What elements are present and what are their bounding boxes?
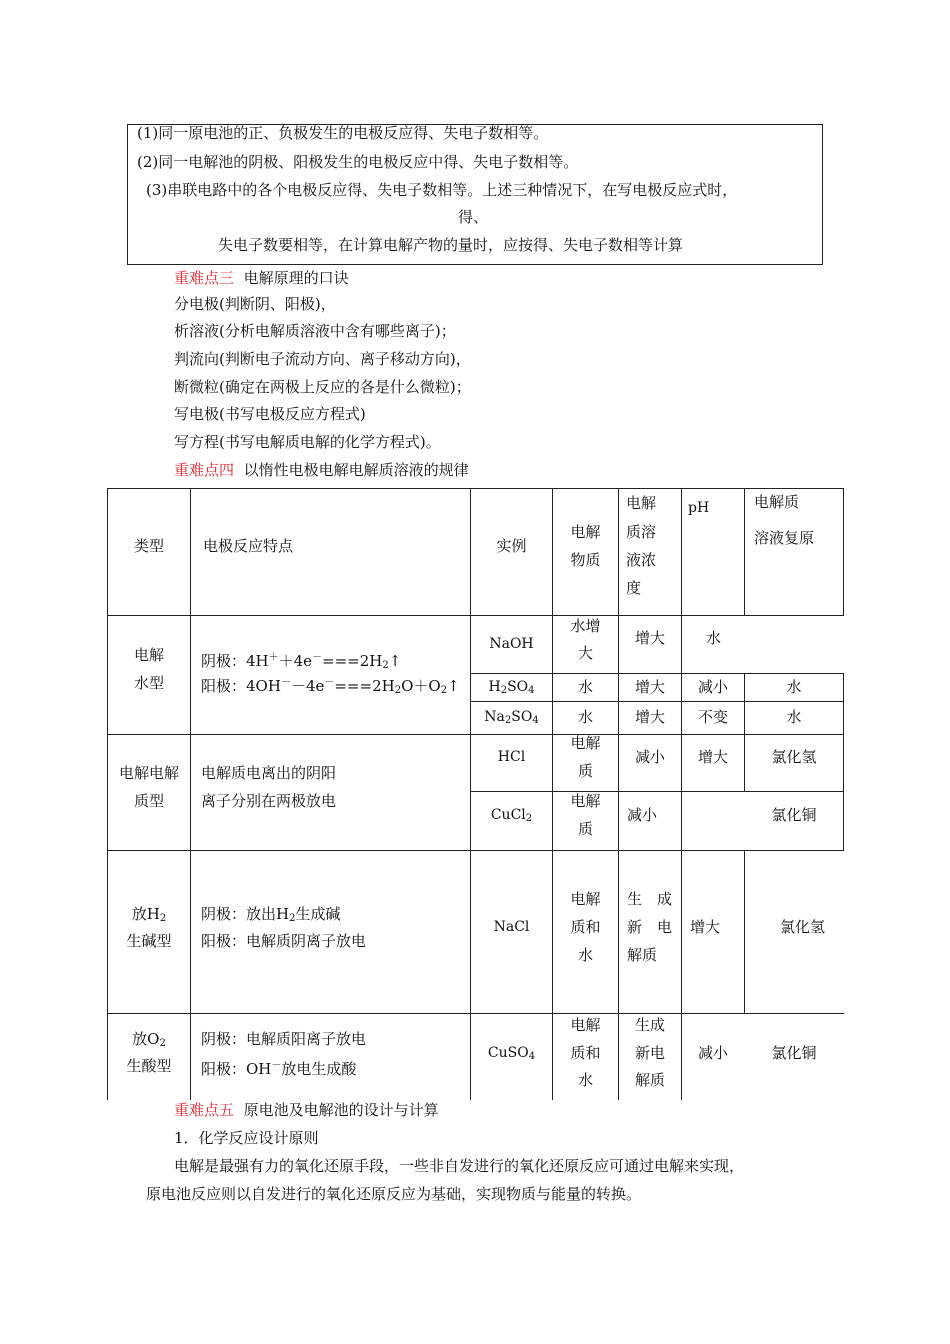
rhyme-line-1: 分电极(判断阴、阳极)， — [174, 295, 336, 313]
g1-r3-restore: 水 — [786, 708, 802, 726]
section-3-heading — [174, 268, 349, 288]
g2-r2-conc: 减小 — [627, 806, 658, 824]
g4-conc-1: 生成 — [634, 1016, 665, 1034]
note-line-2: (2)同一电解池的阴极、阳极发生的电极反应中得、失电子数相等。 — [137, 153, 579, 171]
g4-substance-3: 水 — [577, 1071, 593, 1089]
g3-anode: 阳极：电解质阴离子放电 — [201, 932, 367, 950]
section-5-heading — [174, 1100, 439, 1120]
header-type: 类型 — [133, 537, 164, 555]
rhyme-line-5: 写电极(书写电极反应方程式) — [174, 405, 366, 423]
note-line-3: (3)串联电路中的各个电极反应得、失电子数相等。上述三种情况下，在写电极反应式时， — [146, 181, 738, 199]
g2-feature-1: 电解质电离出的阴阳 — [201, 764, 337, 782]
g4-substance-2: 质和 — [570, 1044, 601, 1062]
rhyme-line-3: 判流向(判断电子流动方向、离子移动方向)， — [174, 350, 471, 368]
header-conc-3: 液浓 — [626, 551, 657, 569]
note-line-4: 得、 — [458, 208, 489, 226]
header-feature: 电极反应特点 — [203, 537, 294, 555]
g3-substance-3: 水 — [577, 946, 593, 964]
section-3-tag: 重难点三 — [174, 269, 235, 287]
g1-r1-conc: 增大 — [634, 629, 665, 647]
g4-example: CuSO$_4$ — [487, 1045, 536, 1062]
g1-r3-ph: 不变 — [697, 708, 728, 726]
g1-anode-equation: 阳极：$4OH^--4e^-===2H_2O+O_2↑$ — [201, 677, 460, 696]
rhyme-line-2: 析溶液(分析电解质溶液中含有哪些离子)； — [174, 322, 456, 340]
g3-ph: 增大 — [690, 918, 721, 936]
g2-r2-substance-2: 质 — [577, 820, 593, 838]
g4-conc-2: 新电 — [634, 1044, 665, 1062]
g3-conc-1: 生 成 — [627, 890, 673, 908]
g1-r2-ph: 减小 — [697, 678, 728, 696]
g2-r1-substance-2: 质 — [577, 762, 593, 780]
g3-conc-2: 新 电 — [627, 918, 673, 936]
g4-anode: 阳极：OH－放电生成酸 — [201, 1060, 357, 1078]
header-conc-2: 质溶 — [626, 523, 657, 541]
g2-feature-2: 离子分别在两极放电 — [201, 792, 337, 810]
g2-r2-restore: 氯化铜 — [771, 806, 817, 824]
header-ph: pH — [688, 500, 710, 516]
g1-r2-substance: 水 — [577, 678, 593, 696]
g1-r3-conc: 增大 — [634, 708, 665, 726]
g4-type-1: 放$O_2$ — [132, 1030, 166, 1049]
g4-conc-3: 解质 — [634, 1071, 665, 1089]
header-restore-1: 电解质 — [754, 493, 800, 511]
note-line-5: 失电子数要相等，在计算电解产物的量时，应按得、失电子数相等计算 — [218, 236, 684, 254]
g3-substance-2: 质和 — [570, 918, 601, 936]
paragraph-line-2: 原电池反应则以自发进行的氧化还原反应为基础，实现物质与能量的转换。 — [146, 1185, 642, 1203]
section-5-tag: 重难点五 — [174, 1101, 235, 1119]
g3-example: NaCl — [493, 919, 530, 935]
g1-r2-restore: 水 — [786, 678, 802, 696]
g1-r1-ph: 水 — [706, 629, 722, 647]
g2-type-2: 质型 — [133, 792, 164, 810]
header-substance-2: 物质 — [570, 551, 601, 569]
g4-ph: 减小 — [697, 1044, 728, 1062]
g2-r1-restore: 氯化氢 — [771, 748, 817, 766]
header-example: 实例 — [496, 537, 527, 555]
g3-conc-3: 解质 — [627, 946, 658, 964]
g1-r1-example: NaOH — [489, 636, 534, 652]
header-restore-2: 溶液复原 — [754, 529, 815, 547]
rhyme-line-6: 写方程(书写电解质电解的化学方程式)。 — [174, 433, 441, 451]
g3-restore: 氯化氢 — [780, 918, 826, 936]
section-4-tag: 重难点四 — [174, 461, 235, 479]
g3-cathode: 阴极：放出$H_2$生成碱 — [201, 905, 341, 924]
header-substance-1: 电解 — [570, 523, 601, 541]
paragraph-line-1: 电解是最强有力的氧化还原手段，一些非自发进行的氧化还原反应可通过电解来实现， — [174, 1157, 745, 1175]
g1-cathode-equation: 阴极：$4H^++4e^-===2H_2↑$ — [201, 652, 402, 671]
g2-type-1: 电解电解 — [118, 764, 179, 782]
section-4-heading — [174, 460, 469, 480]
g3-type-2: 生碱型 — [126, 932, 172, 950]
g2-r1-substance-1: 电解 — [570, 734, 601, 752]
g2-r1-ph: 增大 — [697, 748, 728, 766]
g1-r1-substance-1: 水增 — [570, 617, 601, 635]
g4-cathode: 阴极：电解质阳离子放电 — [201, 1030, 367, 1048]
g2-r1-conc: 减小 — [634, 748, 665, 766]
g3-type-1: 放$H_2$ — [131, 905, 167, 924]
g3-substance-1: 电解 — [570, 890, 601, 908]
g4-substance-1: 电解 — [570, 1016, 601, 1034]
g2-r2-substance-1: 电解 — [570, 792, 601, 810]
g4-type-2: 生酸型 — [126, 1057, 172, 1075]
g1-r2-example: $H_2SO_4$ — [488, 679, 535, 696]
g1-type-1: 电解 — [133, 646, 164, 664]
header-conc-1: 电解 — [626, 494, 657, 512]
section-4-title: 以惰性电极电解电解质溶液的规律 — [243, 461, 469, 479]
g4-restore: 氯化铜 — [771, 1044, 817, 1062]
note-line-1: (1)同一原电池的正、负极发生的电极反应得、失电子数相等。 — [137, 124, 549, 142]
g1-r3-example: $Na_2SO_4$ — [484, 709, 539, 726]
section-3-title: 电解原理的口诀 — [243, 269, 349, 287]
g1-r2-conc: 增大 — [634, 678, 665, 696]
g2-r2-example: CuCl$_2$ — [490, 807, 533, 824]
section-5-title: 原电池及电解池的设计与计算 — [243, 1101, 439, 1119]
g1-r3-substance: 水 — [577, 708, 593, 726]
g2-r1-example: HCl — [497, 749, 526, 765]
section-5-subheading: 1．化学反应设计原则 — [174, 1129, 319, 1147]
header-conc-4: 度 — [626, 579, 642, 597]
rhyme-line-4: 断微粒(确定在两极上反应的各是什么微粒)； — [174, 378, 471, 396]
g1-r1-substance-2: 大 — [577, 644, 593, 662]
g1-type-2: 水型 — [133, 674, 164, 692]
